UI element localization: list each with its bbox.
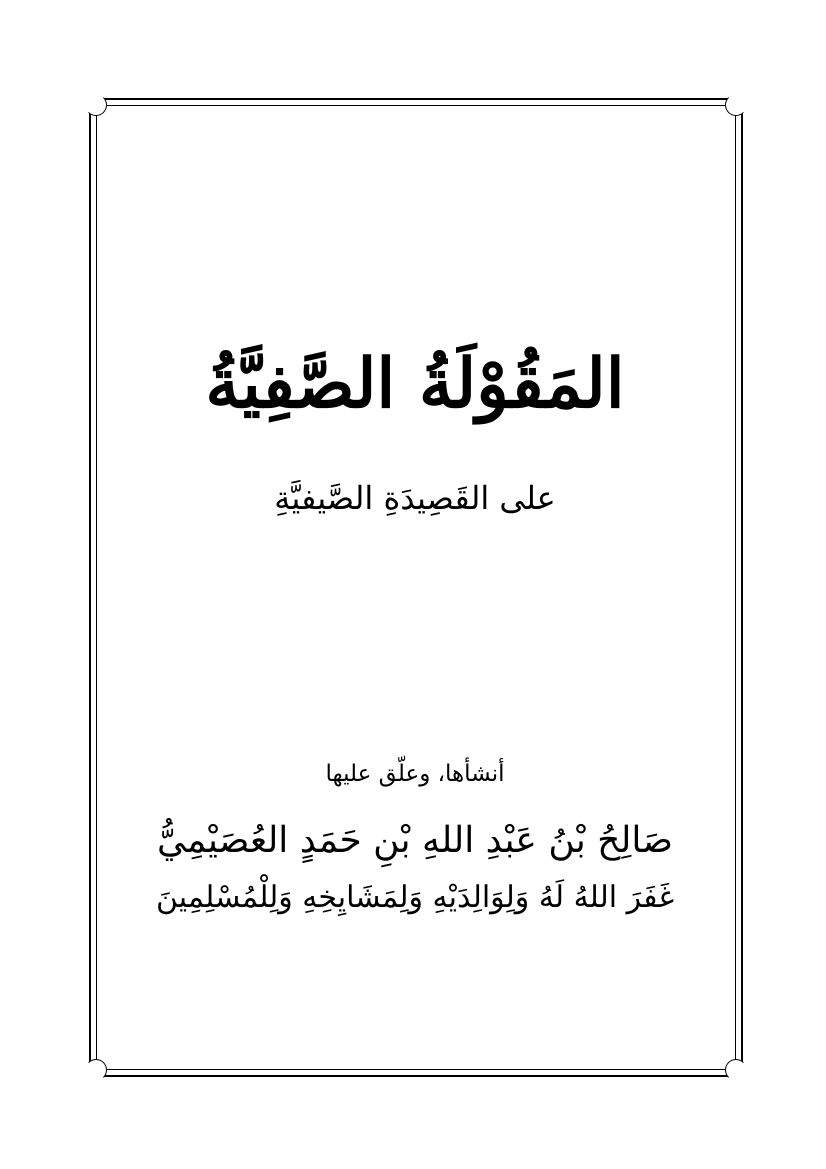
- author-prayer: غَفَرَ اللهُ لَهُ وَلِوَالِدَيْهِ وَلِمَشَايِخِهِ وَلِلْمُسْلِمِينَ: [155, 880, 675, 915]
- page-border-inner: [96, 105, 736, 1070]
- author-intro: أنشأها، وعلّق عليها: [325, 761, 505, 787]
- author-name: صَالِحُ بْنُ عَبْدِ اللهِ بْنِ حَمَدٍ العُصَيْمِيُّ: [157, 820, 673, 861]
- border-corner-ornament: [85, 94, 107, 116]
- border-corner-ornament: [85, 1059, 107, 1081]
- book-title: المَقُوْلَةُ الصَّفِيَّةُ: [205, 344, 625, 424]
- border-corner-ornament: [725, 1059, 747, 1081]
- border-corner-ornament: [725, 94, 747, 116]
- book-subtitle: على القَصِيدَةِ الصَّيفيَّةِ: [274, 479, 556, 517]
